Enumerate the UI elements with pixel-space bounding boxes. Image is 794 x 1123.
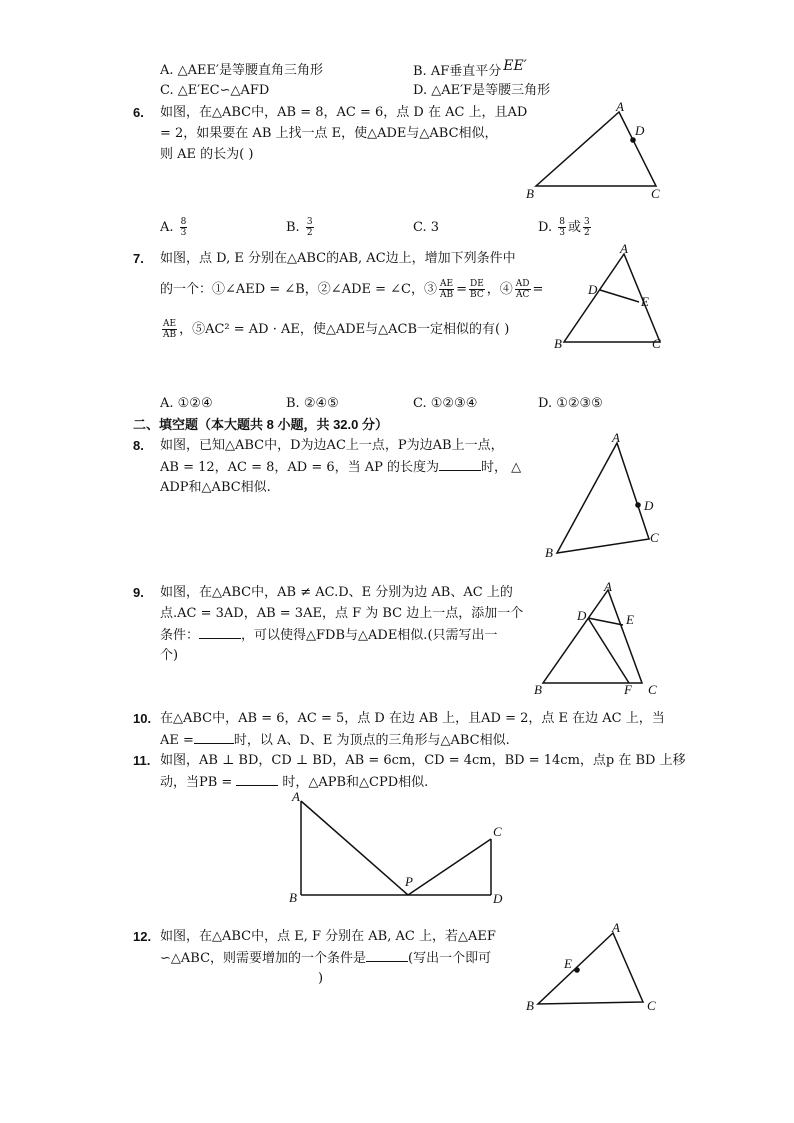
q7-frac-3b-num: DE <box>469 279 484 289</box>
q6-option-c: C. 3 <box>413 220 440 235</box>
q6-option-d-den-2: 2 <box>583 228 590 238</box>
q7-label-d: D <box>588 282 598 297</box>
q8-label-d: D <box>644 498 654 513</box>
q6-option-d-label: D. <box>538 220 553 235</box>
q7-eq-4: = <box>532 282 544 297</box>
q7-label-c: C <box>652 336 661 351</box>
q6-option-b-frac <box>306 217 314 238</box>
q7-sep-4: ，④ <box>486 282 513 297</box>
q6-label-c: C <box>651 186 660 201</box>
q9-label-c: C <box>648 682 657 697</box>
q9-label-e: E <box>626 612 634 627</box>
q8-number: 8. <box>133 438 144 453</box>
q11-label-d: D <box>493 891 503 906</box>
q12-line-3: ) <box>318 971 324 986</box>
q7-frac-4b-num: AE <box>163 319 177 329</box>
q5-option-a: A. △AEE′是等腰直角三角形 <box>160 63 323 78</box>
q10-line-2-tail: 时，以 A、D、E 为顶点的三角形与△ABC相似. <box>233 733 510 748</box>
q6-option-d-num-1: 8 <box>559 217 565 227</box>
q9-number: 9. <box>133 585 144 600</box>
q9-line-1: 如图，在△ABC中，AB ≠ AC.D、E 分别为边 AB、AC 上的 <box>160 585 513 600</box>
q11-label-c: C <box>493 824 502 839</box>
q7-frac-4a-den: AC <box>515 290 530 300</box>
q7-frac-4a <box>515 279 531 300</box>
q12-label-a: A <box>612 920 620 935</box>
q6-option-b-den: 2 <box>306 228 313 238</box>
q6-option-a-num: 8 <box>180 217 187 227</box>
q11-label-a: A <box>292 789 300 804</box>
q8-line-2-tail: 时， △ <box>481 460 522 475</box>
q6-option-b-num: 3 <box>306 217 313 227</box>
q12-label-c: C <box>647 998 656 1013</box>
q7-label-a: A <box>620 241 628 256</box>
q5-option-d: D. △AE′F是等腰三角形 <box>413 83 551 98</box>
q6-label-b: B <box>526 186 534 201</box>
q10-line-1: 在△ABC中，AB = 6，AC = 5，点 D 在边 AB 上，且AD = 2，点 E 在边 AC 上，当 <box>160 711 665 726</box>
q5-option-b-text: B. AF垂直平分 <box>413 64 502 79</box>
q7-line-3-text: ，⑤AC² = AD · AE，使△ADE与△ACB一定相似的有( ) <box>179 322 510 337</box>
q12-answer-blank[interactable] <box>366 949 408 962</box>
q7-option-b: B. ②④⑤ <box>286 396 339 411</box>
q7-line-2-text: 的一个：①∠AED = ∠B，②∠ADE = ∠C，③ <box>160 282 437 297</box>
q12-label-b: B <box>526 998 534 1013</box>
q6-option-d-den-1: 3 <box>559 228 565 238</box>
q6-point-d <box>630 137 636 143</box>
q8-line-2 <box>160 458 521 477</box>
q7-frac-3b <box>469 279 485 300</box>
q6-label-a: A <box>616 99 624 114</box>
q7-frac-3a-num: AE <box>440 279 454 289</box>
q9-line-3-text: 条件： <box>160 628 200 643</box>
q7-eq-3: = <box>456 282 467 297</box>
q6-option-d-frac-1 <box>558 217 566 238</box>
q6-option-a-frac <box>180 217 188 238</box>
q5-option-b <box>413 58 527 81</box>
q8-label-b: B <box>545 545 553 560</box>
q6-line-3: 则 AE 的长为( ) <box>160 147 254 162</box>
q9-line-3-tail: ，可以使得△FDB与△ADE相似.(只需写出一 <box>241 628 498 643</box>
q6-option-d-num-2: 3 <box>583 217 590 227</box>
q11-line-2-tail: 时，△APB和△CPD相似. <box>282 775 429 790</box>
q8-label-c: C <box>650 530 659 545</box>
q6-option-b <box>286 217 316 239</box>
q9-label-a: A <box>604 579 612 594</box>
q7-frac-3b-den: BC <box>470 290 484 300</box>
q6-option-a <box>160 217 189 239</box>
q6-option-d <box>538 217 593 239</box>
q11-label-p: P <box>405 874 413 889</box>
q11-label-b: B <box>289 890 297 905</box>
q7-frac-4b-den: AB <box>162 330 177 340</box>
q12-line-2 <box>160 949 491 968</box>
q10-line-2 <box>160 731 510 750</box>
q7-label-b: B <box>554 336 562 351</box>
q12-number: 12. <box>133 929 152 944</box>
q10-line-2-text: AE = <box>160 733 194 748</box>
q7-frac-4a-num: AD <box>515 279 530 289</box>
q7-line-2 <box>160 278 543 302</box>
q5-option-c: C. △E′EC∽△AFD <box>160 83 270 98</box>
q9-label-f: F <box>624 682 632 697</box>
q8-answer-blank[interactable] <box>439 458 481 471</box>
q11-line-1: 如图，AB ⊥ BD，CD ⊥ BD，AB = 6cm，CD = 4cm，BD = 14cm，点p 在 BD 上移 <box>160 753 686 768</box>
q7-line-3 <box>160 318 509 342</box>
q9-answer-blank[interactable] <box>199 626 241 639</box>
q7-frac-3a <box>439 279 454 300</box>
q11-answer-blank[interactable] <box>236 773 278 786</box>
q6-number: 6. <box>133 105 144 120</box>
q10-answer-blank[interactable] <box>194 731 234 744</box>
q7-option-d: D. ①②③⑤ <box>538 396 603 411</box>
q7-triangle-figure <box>548 240 678 355</box>
q6-label-d: D <box>635 123 645 138</box>
q8-line-3: ADP和△ABC相似. <box>160 480 271 495</box>
q8-line-2-text: AB = 12，AC = 8，AD = 6，当 AP 的长度为 <box>160 460 440 475</box>
q8-label-a: A <box>612 430 620 445</box>
q9-line-3 <box>160 626 498 645</box>
q6-option-b-label: B. <box>286 220 300 235</box>
q12-line-1: 如图，在△ABC中，点 E, F 分别在 AB, AC 上，若△AEF <box>160 929 496 944</box>
q9-label-b: B <box>534 682 542 697</box>
q9-line-4: 个) <box>160 648 179 663</box>
q7-label-e: E <box>641 294 649 309</box>
q7-frac-3a-den: AB <box>439 290 454 300</box>
q12-triangle-figure <box>520 920 670 1020</box>
q11-number: 11. <box>133 753 151 768</box>
q7-frac-4b <box>162 319 177 340</box>
q10-number: 10. <box>133 711 152 726</box>
q12-label-e: E <box>564 956 572 971</box>
q6-line-1: 如图，在△ABC中，AB = 8，AC = 6，点 D 在 AC 上，且AD <box>160 105 528 120</box>
q6-option-a-den: 3 <box>180 228 187 238</box>
q12-line-2-tail: (写出一个即可 <box>408 951 492 966</box>
q7-line-1: 如图，点 D, E 分别在△ABC的AB, AC边上，增加下列条件中 <box>160 251 516 266</box>
q8-point-d <box>635 502 641 508</box>
q6-line-2: = 2，如果要在 AB 上找一点 E，使△ADE与△ABC相似， <box>160 126 498 141</box>
q6-option-d-or: 或 <box>567 220 581 235</box>
q12-point-e <box>574 967 580 973</box>
q11-line-2-text: 动，当PB = <box>160 775 233 790</box>
q6-triangle-figure <box>520 98 670 203</box>
q8-line-1: 如图，已知△ABC中，D为边AC上一点，P为边AB上一点， <box>160 438 504 453</box>
q9-label-d: D <box>577 608 587 623</box>
q12-line-2-text: ∽△ABC，则需要增加的一个条件是 <box>160 951 367 966</box>
q6-option-d-frac-2 <box>583 217 591 238</box>
q9-line-2: 点.AC = 3AD，AB = 3AE，点 F 为 BC 边上一点，添加一个 <box>160 606 524 621</box>
q5-option-b-ee: EE′ <box>503 58 527 74</box>
section-2-title: 二、填空题（本大题共 8 小题，共 32.0 分） <box>133 417 388 432</box>
q7-option-a: A. ①②④ <box>160 396 213 411</box>
q11-figure <box>286 788 516 908</box>
q9-triangle-figure <box>530 576 670 698</box>
q6-option-a-label: A. <box>160 220 174 235</box>
q7-number: 7. <box>133 251 144 266</box>
q8-triangle-figure <box>540 428 670 563</box>
q7-option-c: C. ①②③④ <box>413 396 478 411</box>
